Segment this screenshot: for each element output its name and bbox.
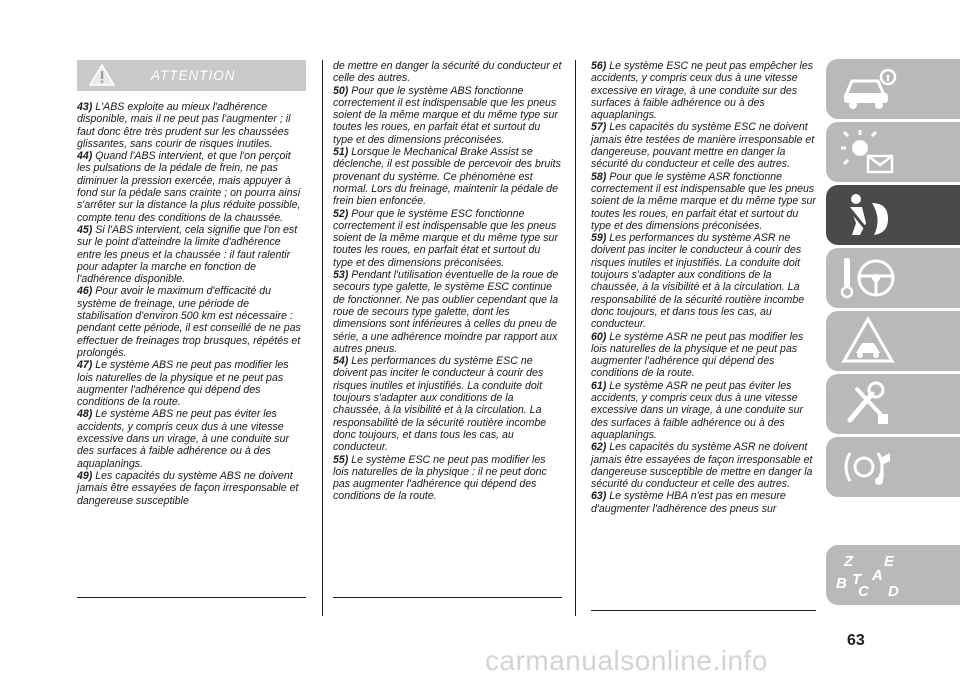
warning-paragraph bbox=[591, 380, 820, 441]
warning-text: Le système ASR ne peut pas éviter les accidents, y compris ceux dus à une vitesse excessive dans un virage, à une conduite sur des surfaces à faible adhérence ou à des aquaplanings. bbox=[591, 379, 804, 441]
warning-text: Les capacités du système ABS ne doivent jamais être essayées de façon irresponsable et dangereuse susceptible bbox=[77, 469, 299, 507]
warning-text: Pour que le système ABS fonctionne correctement il est indispensable que les pneus soient de la même marque et du même type sur toutes les roues, en parfait état et surtout du type et des dimensions préconisées. bbox=[333, 84, 558, 146]
tab-maintenance[interactable] bbox=[826, 374, 960, 434]
index-letter: T bbox=[852, 571, 862, 588]
warning-paragraph bbox=[333, 60, 562, 85]
attention-title: ATTENTION bbox=[151, 68, 236, 83]
warning-text: Le système ABS ne peut pas modifier les lois naturelles de la physique et ne peut pas augmenter l'adhérence qui dépend des conditions de la route. bbox=[77, 359, 289, 409]
warning-number: 59) bbox=[591, 232, 607, 245]
watermark: carmanualsonline.info bbox=[485, 645, 768, 676]
column-end-rule bbox=[591, 610, 816, 611]
warning-number: 61) bbox=[591, 379, 607, 392]
warning-paragraph bbox=[333, 454, 562, 503]
text-column-3 bbox=[591, 60, 820, 515]
warning-number: 49) bbox=[77, 469, 93, 482]
warning-paragraph bbox=[77, 150, 306, 224]
warning-triangle-icon bbox=[89, 64, 115, 91]
warning-number: 53) bbox=[333, 269, 349, 282]
index-letter: E bbox=[884, 553, 895, 570]
tab-safety[interactable] bbox=[826, 185, 960, 245]
warning-text: Pour que le système ASR fonctionne correctement il est indispensable que les pneus soient de la même marque et du même type sur toutes les roues, en parfait état et surtout du type et des dimensions préconisées. bbox=[591, 170, 816, 232]
warning-number: 58) bbox=[591, 170, 607, 183]
warning-text: Les capacités du système ESC ne doivent jamais être testées de manière irresponsable et dangereuse, pouvant mettre en danger la sécurité du conducteur et celle des autres. bbox=[591, 121, 815, 171]
warning-paragraph bbox=[591, 441, 820, 490]
tab-warning-lights[interactable] bbox=[826, 122, 960, 182]
warning-number: 43) bbox=[77, 101, 93, 113]
warning-paragraph bbox=[77, 408, 306, 469]
warning-paragraph bbox=[77, 285, 306, 359]
attention-banner bbox=[77, 60, 306, 91]
column-divider bbox=[575, 60, 576, 616]
warning-paragraph bbox=[333, 269, 562, 355]
warning-number: 54) bbox=[333, 355, 349, 368]
warning-text: de mettre en danger la sécurité du conducteur et celle des autres. bbox=[333, 60, 562, 85]
column-divider bbox=[322, 60, 323, 616]
index-icon bbox=[836, 553, 916, 603]
warning-text: Pendant l'utilisation éventuelle de la roue de secours type galette, le système ESC continue de fonctionner. Ne pas oublier cependant que la roue de secours type galette, dont les dimensions sont inférieures à celles du pneu de série, a une adhérence moindre par rapport aux autres pneus. bbox=[333, 269, 559, 355]
warning-paragraph bbox=[77, 359, 306, 408]
warning-paragraph bbox=[591, 490, 820, 515]
warning-paragraph bbox=[77, 101, 306, 150]
warning-paragraph bbox=[591, 60, 820, 121]
warning-paragraph bbox=[77, 224, 306, 285]
page-number: 63 bbox=[847, 632, 865, 649]
warning-text: Le système ASR ne peut pas modifier les lois naturelles de la physique et ne peut pas augmenter l'adhérence qui dépend des conditions de la route. bbox=[591, 330, 804, 380]
warning-paragraph bbox=[591, 121, 820, 170]
warning-number: 63) bbox=[591, 490, 607, 503]
warning-paragraph bbox=[591, 331, 820, 380]
index-letter: D bbox=[888, 583, 899, 600]
warning-text: Lorsque le Mechanical Brake Assist se déclenche, il est possible de percevoir des bruits provenant du système. Ce phénomène est normal. Lors du freinage, maintenir la pédale de frein bien enfoncée. bbox=[333, 146, 561, 208]
warning-number: 60) bbox=[591, 330, 607, 343]
warning-paragraph bbox=[333, 85, 562, 146]
index-letter: C bbox=[858, 583, 869, 600]
column-end-rule bbox=[77, 597, 306, 598]
index-letter: A bbox=[872, 567, 883, 584]
warning-number: 44) bbox=[77, 150, 93, 163]
warning-number: 50) bbox=[333, 84, 349, 97]
warning-text: Le système ABS ne peut pas éviter les accidents, y compris ceux dus à une vitesse excessive dans un virage, à une conduite sur des surfaces à faible adhérence ou à des aquaplanings. bbox=[77, 408, 290, 470]
tab-emergency[interactable] bbox=[826, 311, 960, 371]
warning-paragraph bbox=[333, 355, 562, 453]
warning-text: Les capacités du système ASR ne doivent jamais être essayées de façon irresponsable et dangereuse susceptible de mettre en danger la sécurité du conducteur et celle des autres. bbox=[591, 441, 813, 491]
warning-text: Le système ESC ne peut pas empêcher les accidents, y compris ceux dus à une vitesse excessive en virage, à une conduite sur des surfaces à faible adhérence ou à des aquaplanings. bbox=[591, 60, 814, 122]
warning-paragraph bbox=[77, 470, 306, 507]
column-end-rule bbox=[333, 597, 562, 598]
tab-car-info[interactable] bbox=[826, 59, 960, 119]
warning-text: Pour avoir le maximum d'efficacité du système de freinage, une période de stabilisation d'environ 500 km est nécessaire : pendant cette période, il est conseillé de ne pas effectuer de freinages trop brusques, répétés et prolongés. bbox=[77, 285, 301, 359]
warning-text: Quand l'ABS intervient, et que l'on perçoit les pulsations de la pédale de frein, ne pas diminuer la pression exercée, mais appuyer à fond sur la pédale sans crainte ; on pourra ainsi s'arrêter sur la distance la plus réduite possible, compte tenu des conditions de la chaussée. bbox=[77, 150, 301, 224]
warning-paragraph bbox=[333, 146, 562, 207]
index-letter: B bbox=[836, 575, 847, 592]
column-divider-tick bbox=[575, 598, 576, 616]
warning-number: 55) bbox=[333, 453, 349, 466]
warning-text: Le système ESC ne peut pas modifier les lois naturelles de la physique : il ne peut donc pas augmenter l'adhérence qui dépend des conditions de la route. bbox=[333, 453, 547, 503]
index-letter: Z bbox=[844, 553, 854, 570]
warning-text: Si l'ABS intervient, cela signifie que l'on est sur le point d'atteindre la limite d'adhérence entre les pneus et la chaussée : il faut ralentir pour adapter la marche en fonction de l'adhérence disponible. bbox=[77, 223, 298, 286]
tab-multimedia[interactable] bbox=[826, 437, 960, 497]
warning-text: L'ABS exploite au mieux l'adhérence disponible, mais il ne peut pas l'augmenter ; il faut donc être très prudent sur les chaussées glissantes, sans courir de risques inutiles. bbox=[77, 101, 291, 150]
text-column-2 bbox=[333, 60, 562, 503]
warning-text: Les performances du système ESC ne doivent pas inciter le conducteur à courir des risques inutiles et injustifiés. La conduite doit toujours s'adapter aux conditions de la chaussée, à la visibilité et à la circulation. La responsabilité de la sécurité routière incombe donc toujours, et dans tous les cas, au conducteur. bbox=[333, 355, 547, 454]
warning-paragraph bbox=[591, 232, 820, 330]
warning-number: 46) bbox=[77, 285, 93, 298]
warning-number: 45) bbox=[77, 223, 93, 236]
tab-index[interactable] bbox=[826, 545, 960, 605]
text-column-1 bbox=[77, 101, 306, 507]
warning-text: Les performances du système ASR ne doivent pas inciter le conducteur à courir des risques inutiles et injustifiés. La conduite doit toujours s'adapter aux conditions de la chaussée, à la visibilité et à la circulation. La responsabilité de la sécurité routière incombe donc toujours, et dans tous les cas, au conducteur. bbox=[591, 232, 805, 331]
warning-number: 48) bbox=[77, 408, 93, 421]
warning-text: Le système HBA n'est pas en mesure d'augmenter l'adhérence des pneus sur bbox=[591, 490, 786, 515]
warning-paragraph bbox=[591, 171, 820, 232]
warning-text: Pour que le système ESC fonctionne correctement il est indispensable que les pneus soient de la même marque et du même type sur toutes les roues, en parfait état et surtout du type et des dimensions préconisées. bbox=[333, 207, 558, 269]
warning-paragraph bbox=[333, 208, 562, 269]
warning-number: 62) bbox=[591, 441, 607, 454]
warning-number: 57) bbox=[591, 121, 607, 134]
warning-number: 56) bbox=[591, 60, 607, 72]
warning-number: 52) bbox=[333, 207, 349, 220]
warning-number: 47) bbox=[77, 359, 93, 372]
tab-starting-driving[interactable] bbox=[826, 248, 960, 308]
warning-number: 51) bbox=[333, 146, 349, 159]
